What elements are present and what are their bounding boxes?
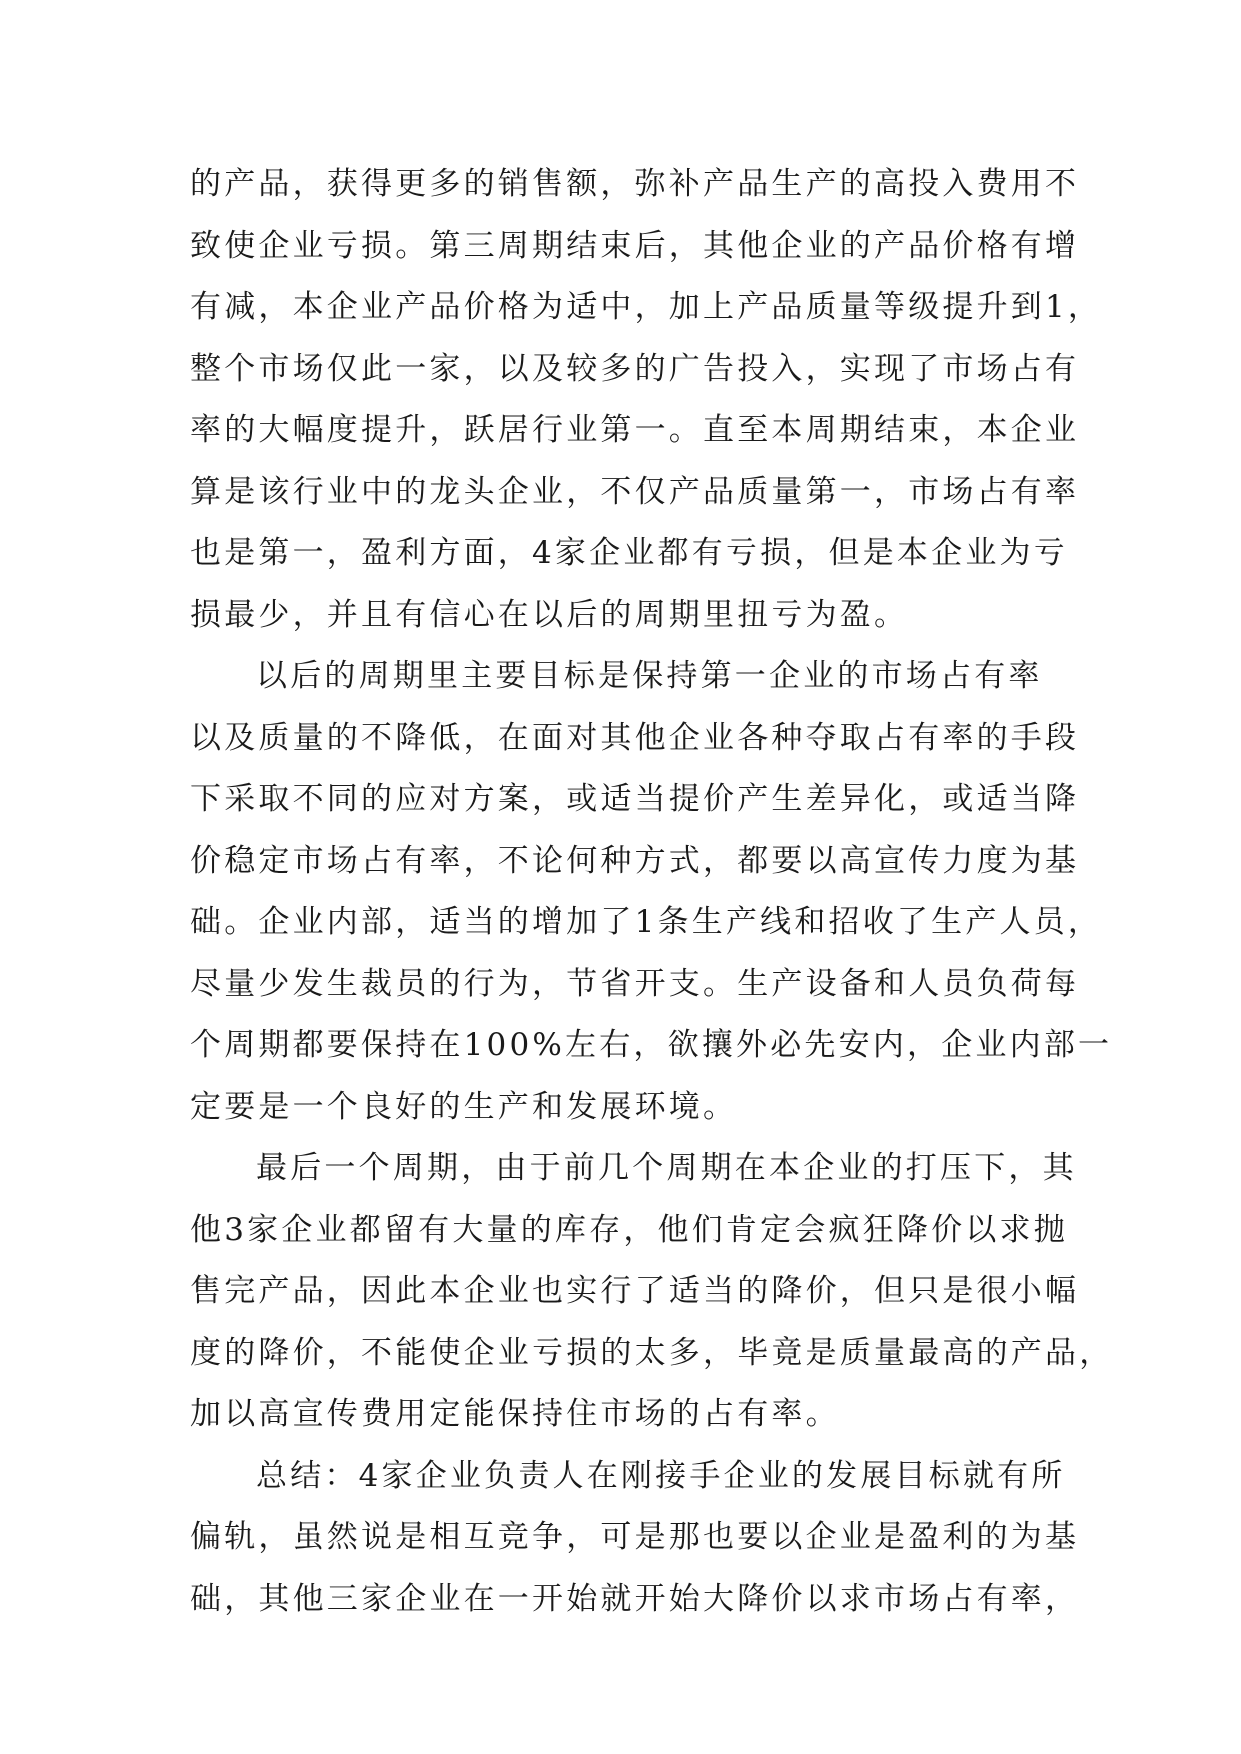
paragraph-start-line: 以后的周期里主要目标是保持第一企业的市场占有率 bbox=[256, 658, 1043, 694]
text-line: 他3家企业都留有大量的库存，他们肯定会疯狂降价以求抛 bbox=[190, 1211, 1068, 1248]
text-line: 个周期都要保持在100%左右，欲攘外必先安内，企业内部一 bbox=[190, 1027, 1113, 1063]
text-line: 率的大幅度提升，跃居行业第一。直至本周期结束，本企业 bbox=[190, 412, 1080, 448]
text-line: 有减，本企业产品价格为适中，加上产品质量等级提升到1， bbox=[190, 289, 1103, 325]
text-line: 整个市场仅此一家，以及较多的广告投入，实现了市场占有 bbox=[190, 350, 1080, 387]
text-line: 致使企业亏损。第三周期结束后，其他企业的产品价格有增 bbox=[190, 227, 1080, 264]
text-line: 度的降价，不能使企业亏损的太多，毕竟是质量最高的产品， bbox=[190, 1334, 1114, 1371]
text-line: 也是第一，盈利方面，4家企业都有亏损，但是本企业为亏 bbox=[190, 535, 1068, 571]
text-line: 算是该行业中的龙头企业，不仅产品质量第一，市场占有率 bbox=[190, 473, 1080, 510]
text-line: 偏轨，虽然说是相互竞争，可是那也要以企业是盈利的为基 bbox=[190, 1519, 1080, 1555]
text-line: 础。企业内部，适当的增加了1条生产线和招收了生产人员， bbox=[190, 904, 1103, 940]
paragraph-start-line: 最后一个周期，由于前几个周期在本企业的打压下，其 bbox=[256, 1150, 1077, 1186]
text-line: 售完产品，因此本企业也实行了适当的降价，但只是很小幅 bbox=[190, 1273, 1080, 1309]
paragraph-start-line: 总结：4家企业负责人在刚接手企业的发展目标就有所 bbox=[256, 1457, 1066, 1494]
text-line: 以及质量的不降低，在面对其他企业各种夺取占有率的手段 bbox=[190, 719, 1080, 756]
text-line: 加以高宣传费用定能保持住市场的占有率。 bbox=[190, 1396, 840, 1432]
text-line: 尽量少发生裁员的行为，节省开支。生产设备和人员负荷每 bbox=[190, 965, 1080, 1002]
text-line: 础，其他三家企业在一开始就开始大降价以求市场占有率， bbox=[190, 1580, 1080, 1617]
text-line: 下采取不同的应对方案，或适当提价产生差异化，或适当降 bbox=[190, 781, 1080, 817]
text-line: 损最少，并且有信心在以后的周期里扭亏为盈。 bbox=[190, 596, 909, 633]
document-body bbox=[190, 154, 1114, 1630]
text-line: 的产品，获得更多的销售额，弥补产品生产的高投入费用不 bbox=[190, 166, 1080, 202]
text-line: 定要是一个良好的生产和发展环境。 bbox=[190, 1088, 738, 1125]
text-line: 价稳定市场占有率，不论何种方式，都要以高宣传力度为基 bbox=[190, 842, 1080, 879]
